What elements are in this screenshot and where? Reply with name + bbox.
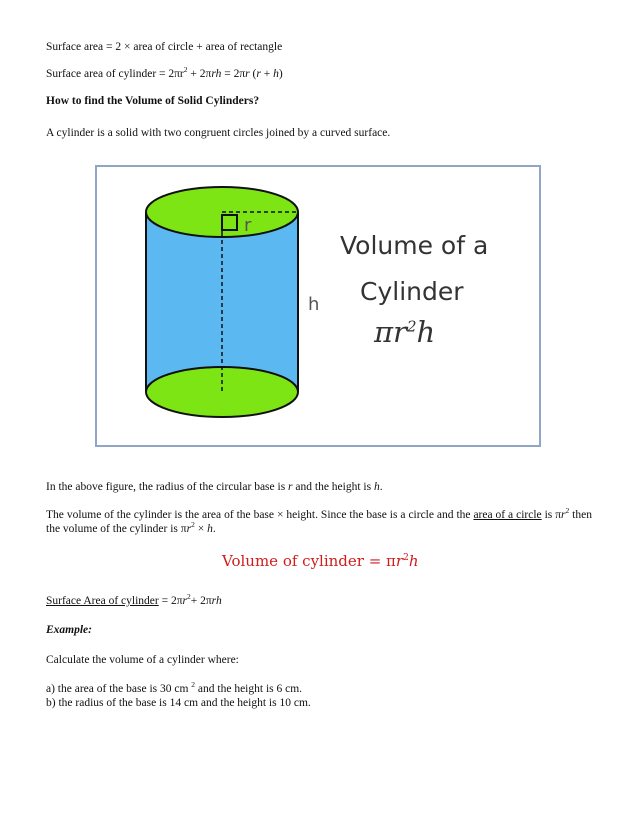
text-part: and the height is (292, 481, 374, 493)
text-part: . (379, 481, 383, 493)
formula-exponent: 2 (183, 65, 188, 75)
volume-explanation (46, 508, 592, 536)
example-part-b: b) the radius of the base is 14 cm and the height is 10 cm. (46, 697, 311, 709)
height-label: h (308, 294, 320, 315)
formula-part: Surface area of cylinder = 2πr (46, 68, 184, 80)
figure-formula-base: πr (374, 315, 407, 349)
figure-title-line2: Cylinder (360, 277, 464, 306)
figure-explanation (46, 480, 383, 494)
figure-formula (374, 315, 435, 349)
figure-formula-exponent: 2 (406, 317, 417, 336)
example-a-text: a) the area of the base is 30 cm (46, 683, 192, 695)
example-a-exponent: 2 (191, 680, 196, 690)
example-question: Calculate the volume of a cylinder where: (46, 654, 239, 666)
cylinder-figure (95, 165, 541, 447)
figure-title-line1: Volume of a (340, 231, 489, 260)
figure-formula-h: h (416, 315, 436, 349)
volume-formula-r: r (395, 552, 404, 570)
text-exponent: 2 (565, 506, 570, 516)
text-var: h (207, 523, 213, 535)
surface-area-link[interactable]: Surface Area of cylinder (46, 595, 159, 607)
text-part: = 2π (158, 595, 183, 607)
area-of-circle-link[interactable]: area of a circle (473, 509, 542, 521)
surface-area-line (46, 594, 222, 608)
text-var: h (373, 481, 380, 493)
text-exponent: 2 (187, 592, 191, 602)
example-heading: Example: (46, 624, 92, 636)
radius-label: r (244, 215, 252, 236)
formula-var: r (245, 68, 250, 80)
text-part: × (194, 523, 208, 535)
text-part: + 2π (190, 595, 212, 607)
text-var: r (182, 595, 187, 607)
formula-part: + 2π (187, 68, 212, 80)
example-a-tail: and the height is 6 cm. (195, 683, 303, 695)
formula-part: + (260, 68, 274, 80)
text-part: In the above figure, the radius of the circular base is (46, 481, 289, 493)
text-var: rh (211, 595, 222, 607)
volume-formula-exponent: 2 (403, 553, 409, 563)
formula-var: rh (211, 68, 222, 80)
formula-var: h (273, 68, 279, 80)
text-exponent: 2 (191, 520, 195, 530)
surface-area-formula (46, 67, 283, 81)
text-part: then the volume of the cylinder is π (46, 509, 592, 535)
formula-part: ( (249, 68, 257, 80)
example-part-a (46, 682, 302, 696)
text-var: r (288, 481, 293, 493)
text-part: . (212, 523, 216, 535)
formula-var: r (256, 68, 261, 80)
intro-text: A cylinder is a solid with two congruent circles joined by a curved surface. (46, 127, 391, 139)
text-var: r (561, 509, 566, 521)
formula-part: = 2π (221, 68, 246, 80)
text-part: is π (541, 509, 561, 521)
volume-formula-h: h (408, 552, 419, 570)
surface-area-rule (46, 40, 282, 54)
volume-formula (222, 552, 418, 570)
text-part: The volume of the cylinder is the area of the base × height. Since the base is a circle and the (46, 509, 474, 521)
text-var: r (186, 523, 192, 535)
section-heading: How to find the Volume of Solid Cylinders? (46, 95, 260, 107)
surface-area-rule-text: Surface area = 2 × area of circle + area of rectangle (46, 41, 283, 53)
formula-part: ) (278, 68, 283, 80)
volume-formula-text: Volume of cylinder = π (222, 552, 396, 570)
